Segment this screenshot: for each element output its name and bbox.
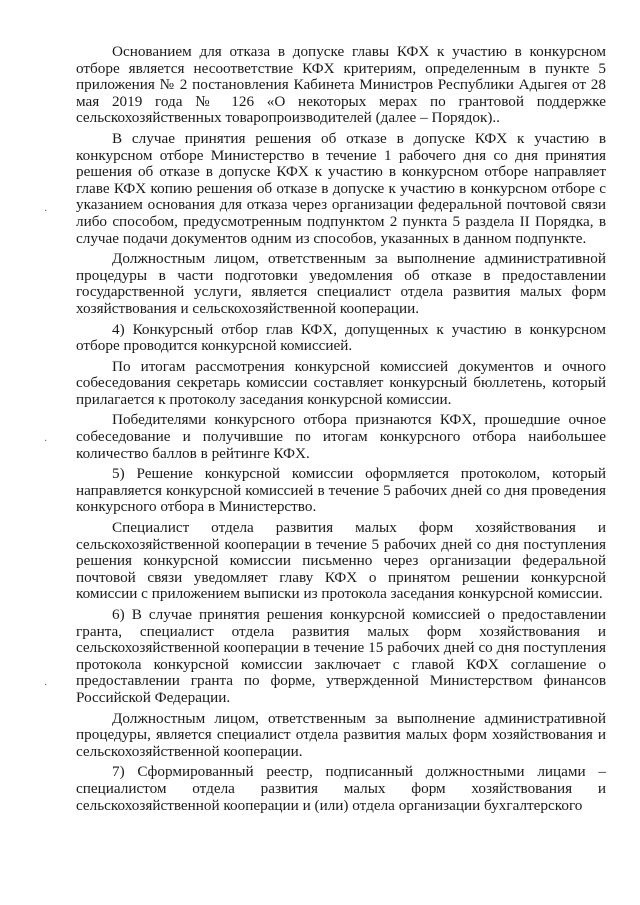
scan-speck: · (44, 680, 48, 691)
paragraph-competitive-selection: 4) Конкурсный отбор глав КФХ, допущенных к участию в конкурсном отборе проводится конкурсной комиссией. (76, 320, 606, 355)
paragraph-commission-decision: 5) Решение конкурсной комиссии оформляется протоколом, который направляется конкурсной комиссией в течение 5 рабочих дней со дня проведения конкурсного отбора в Министерство. (76, 465, 606, 516)
document-page (76, 44, 606, 818)
paragraph-responsible-official-refusal: Должностным лицом, ответственным за выполнение административной процедуры в части подготовки уведомления об отказе в предоставлении государственной услуги, является специалист отдела развития малых форм хозяйствования и сельскохозяйственной кооперации. (76, 250, 606, 317)
scan-speck: · (44, 206, 48, 217)
paragraph-refusal-notice: В случае принятия решения об отказе в допуске КФХ к участию в конкурсном отборе Министерство в течение 1 рабочего дня со дня принятия решения об отказе в допуске КФХ к участию в конкурсном отборе направляет главе КФХ копию решения об отказе в допуске к участию в конкурсном отборе с указанием основания для отказа через организации федеральной почтовой связи либо способом, предусмотренным подпунктом 2 пункта 5 раздела II Порядка, в случае подачи документов одним из способов, указанных в данном подпункте. (76, 129, 606, 247)
paragraph-grant-agreement: 6) В случае принятия решения конкурсной комиссией о предоставлении гранта, специалист отдела развития малых форм хозяйствования и сельскохозяйственной кооперации в течение 15 рабочих дней со дня поступления протокола конкурсной комиссии заключает с главой КФХ соглашение о предоставлении гранта по форме, утвержденной Министерством финансов Российской Федерации. (76, 606, 606, 706)
paragraph-refusal-basis: Основанием для отказа в допуске главы КФХ к участию в конкурсном отборе является несоответствие КФХ критериям, определенным в пункте 5 приложения № 2 постановления Кабинета Министров Республики Адыгея от 28 мая 2019 года № 126 «О некоторых мерах по грантовой поддержке сельскохозяйственных товаропроизводителей (далее – Порядок).. (76, 43, 606, 127)
paragraph-decision-notification: Специалист отдела развития малых форм хозяйствования и сельскохозяйственной кооперации в течение 5 рабочих дней со дня поступления решения конкурсной комиссии письменно через организации федеральной почтовой связи уведомляет главу КФХ о принятом решении конкурсной комиссии с приложением выписки из протокола заседания конкурсной комиссии. (76, 519, 606, 603)
paragraph-responsible-official-grant: Должностным лицом, ответственным за выполнение административной процедуры, является специалист отдела развития малых форм хозяйствования и сельскохозяйственной кооперации. (76, 709, 606, 760)
scan-speck: · (44, 436, 48, 447)
paragraph-registry: 7) Сформированный реестр, подписанный должностными лицами – специалистом отдела развития малых форм хозяйствования и сельскохозяйственной кооперации и (или) отдела организации бухгалтерского (76, 763, 606, 814)
paragraph-competition-bulletin: По итогам рассмотрения конкурсной комиссией документов и очного собеседования секретарь комиссии составляет конкурсный бюллетень, который прилагается к протоколу заседания конкурсной комиссии. (76, 357, 606, 408)
paragraph-winners: Победителями конкурсного отбора признаются КФХ, прошедшие очное собеседование и получившие по итогам конкурсного отбора наибольшее количество баллов в рейтинге КФХ. (76, 411, 606, 462)
